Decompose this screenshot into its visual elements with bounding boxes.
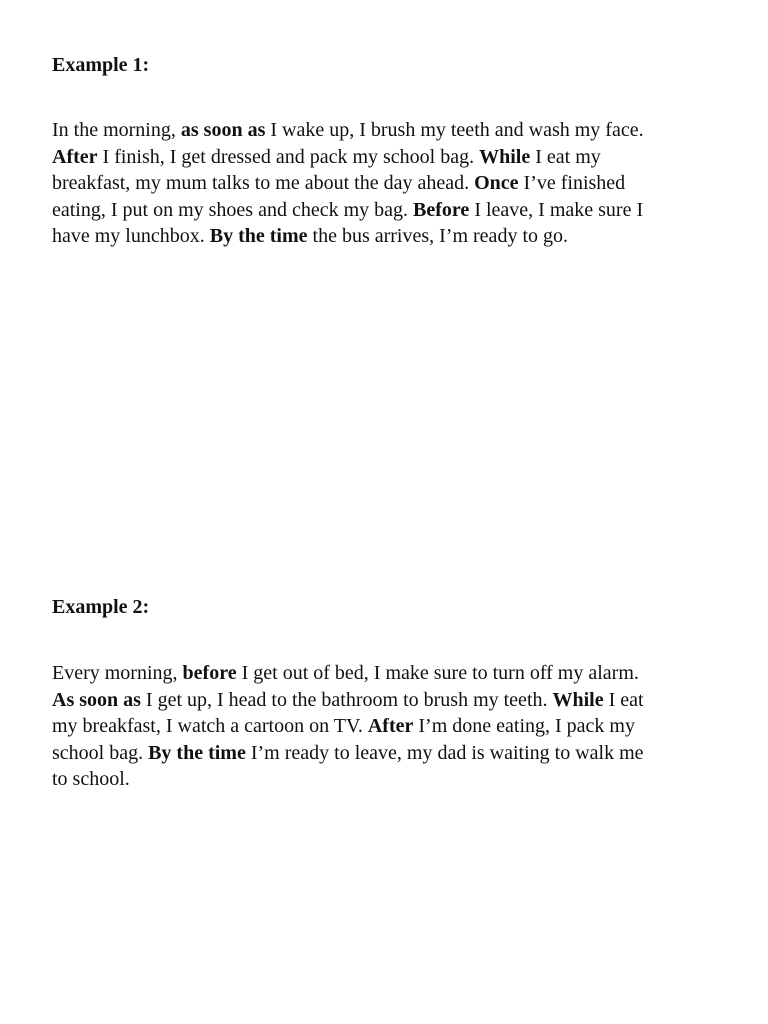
paragraph-line — [52, 687, 732, 714]
time-connective: By the time — [209, 225, 308, 247]
text-segment: In the morning, — [52, 119, 181, 141]
example-2-heading: Example 2: — [52, 596, 150, 618]
paragraph-line — [52, 660, 732, 687]
text-segment: I’m ready to leave, my dad is waiting to walk me — [245, 741, 644, 764]
text-segment: I eat — [603, 688, 644, 711]
paragraph-line — [52, 144, 732, 171]
example-2-paragraph — [52, 660, 732, 793]
paragraph-line — [52, 766, 732, 793]
time-connective: before — [182, 662, 237, 684]
time-connective: While — [479, 145, 531, 168]
text-segment: I’ve finished — [518, 172, 626, 194]
text-segment: to school. — [52, 768, 130, 790]
text-segment: I eat my — [530, 145, 601, 168]
paragraph-line — [52, 170, 732, 197]
example-1-paragraph — [52, 117, 732, 250]
time-connective: By the time — [148, 741, 246, 764]
text-segment: school bag. — [52, 741, 149, 764]
time-connective: as soon as — [180, 119, 266, 141]
text-segment: eating, I put on my shoes and check my bag. — [52, 198, 414, 221]
paragraph-line — [52, 740, 732, 767]
paragraph-line — [52, 197, 732, 224]
text-segment: the bus arrives, I’m ready to go. — [307, 225, 568, 247]
text-segment: I wake up, I brush my teeth and wash my face. — [265, 119, 644, 141]
text-segment: breakfast, my mum talks to me about the day ahead. — [52, 172, 475, 194]
text-segment: my breakfast, I watch a cartoon on TV. — [52, 715, 368, 737]
time-connective: Before — [413, 198, 470, 221]
text-segment: have my lunchbox. — [52, 225, 210, 247]
time-connective: After — [367, 715, 414, 737]
text-segment: I finish, I get dressed and pack my school bag. — [97, 145, 480, 168]
text-segment: I get up, I head to the bathroom to brush my teeth. — [140, 688, 553, 711]
paragraph-line — [52, 223, 732, 250]
example-1-heading: Example 1: — [52, 54, 150, 76]
paragraph-line — [52, 117, 732, 144]
paragraph-line — [52, 713, 732, 740]
time-connective: While — [552, 688, 604, 711]
text-segment: I get out of bed, I make sure to turn off my alarm. — [236, 662, 639, 684]
text-segment: Every morning, — [52, 662, 183, 684]
time-connective: As soon as — [52, 688, 141, 711]
time-connective: After — [52, 145, 98, 168]
text-segment: I’m done eating, I pack my — [413, 715, 635, 737]
text-segment: I leave, I make sure I — [469, 198, 644, 221]
time-connective: Once — [474, 172, 519, 194]
